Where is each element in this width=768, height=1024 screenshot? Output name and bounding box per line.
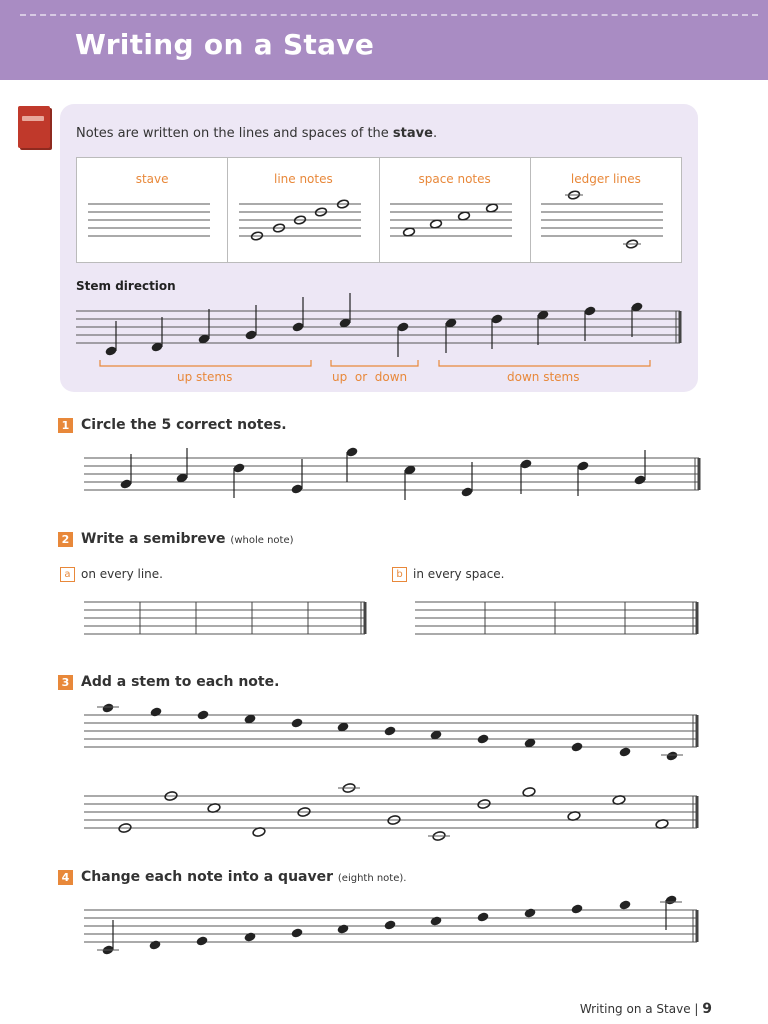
footer-text: Writing on a Stave: [579, 1002, 691, 1016]
notehead: [570, 903, 583, 914]
question-note: (whole note): [230, 535, 294, 546]
question-4-staff: [84, 894, 697, 955]
question-number: 1: [58, 418, 73, 433]
notehead: [486, 203, 498, 213]
question-number: 2: [58, 532, 73, 547]
bracket: [439, 360, 650, 366]
notehead: [383, 725, 396, 736]
question-text: Change each note into a quaver: [81, 869, 334, 885]
staff-example-label: line notes: [273, 172, 333, 186]
notehead: [149, 706, 162, 717]
notehead: [383, 919, 396, 930]
question-2-staves: [84, 602, 697, 634]
notehead: [429, 915, 442, 926]
notehead: [101, 702, 114, 713]
sub-question-letter: a: [60, 567, 75, 582]
question-text: Circle the 5 correct notes.: [81, 417, 287, 433]
notehead: [618, 746, 631, 757]
intro-text-bold: stave: [392, 126, 433, 141]
question-text: Add a stem to each note.: [81, 674, 280, 690]
notehead: [290, 927, 303, 938]
page-title: Writing on a Stave: [75, 28, 375, 61]
notehead: [195, 935, 208, 946]
notehead: [403, 227, 415, 237]
notehead: [148, 939, 161, 950]
stem-direction-staff: [76, 293, 680, 366]
question-number: 4: [58, 870, 73, 885]
notehead: [523, 907, 536, 918]
staff-examples-drawing: [88, 190, 663, 249]
question-1-staff: [84, 446, 699, 500]
intro-text-end: .: [432, 126, 438, 141]
notehead: [196, 709, 209, 720]
notehead: [243, 931, 256, 942]
notehead: [618, 899, 631, 910]
notehead: [570, 741, 583, 752]
sub-question-text: on every line.: [81, 567, 163, 581]
bracket: [331, 360, 418, 366]
page-footer: Writing on a Stave | 9: [579, 1001, 712, 1017]
up-or-down-label: up or down: [332, 370, 408, 384]
notehead: [336, 923, 349, 934]
notehead: [290, 717, 303, 728]
notehead: [476, 733, 489, 744]
notehead: [430, 219, 442, 229]
staff-example-label: ledger lines: [570, 172, 641, 186]
question-text: Write a semibreve: [81, 531, 226, 547]
bracket: [100, 360, 311, 366]
page-number: 9: [702, 1001, 712, 1017]
stem-direction-heading: Stem direction: [76, 279, 176, 293]
sub-question-text: in every space.: [413, 567, 505, 581]
notehead: [476, 911, 489, 922]
question-3-staves: [84, 702, 697, 841]
question-number: 3: [58, 675, 73, 690]
staff-example-label: stave: [135, 172, 169, 186]
intro-text-main: Notes are written on the lines and spaces of the: [76, 126, 393, 141]
up-stems-label: up stems: [177, 370, 233, 384]
sub-question-letter: b: [392, 567, 407, 582]
question-note: (eighth note).: [337, 873, 407, 884]
notehead: [458, 211, 470, 221]
notehead: [665, 750, 678, 761]
staff-example-label: space notes: [418, 172, 491, 186]
down-stems-label: down stems: [507, 370, 580, 384]
